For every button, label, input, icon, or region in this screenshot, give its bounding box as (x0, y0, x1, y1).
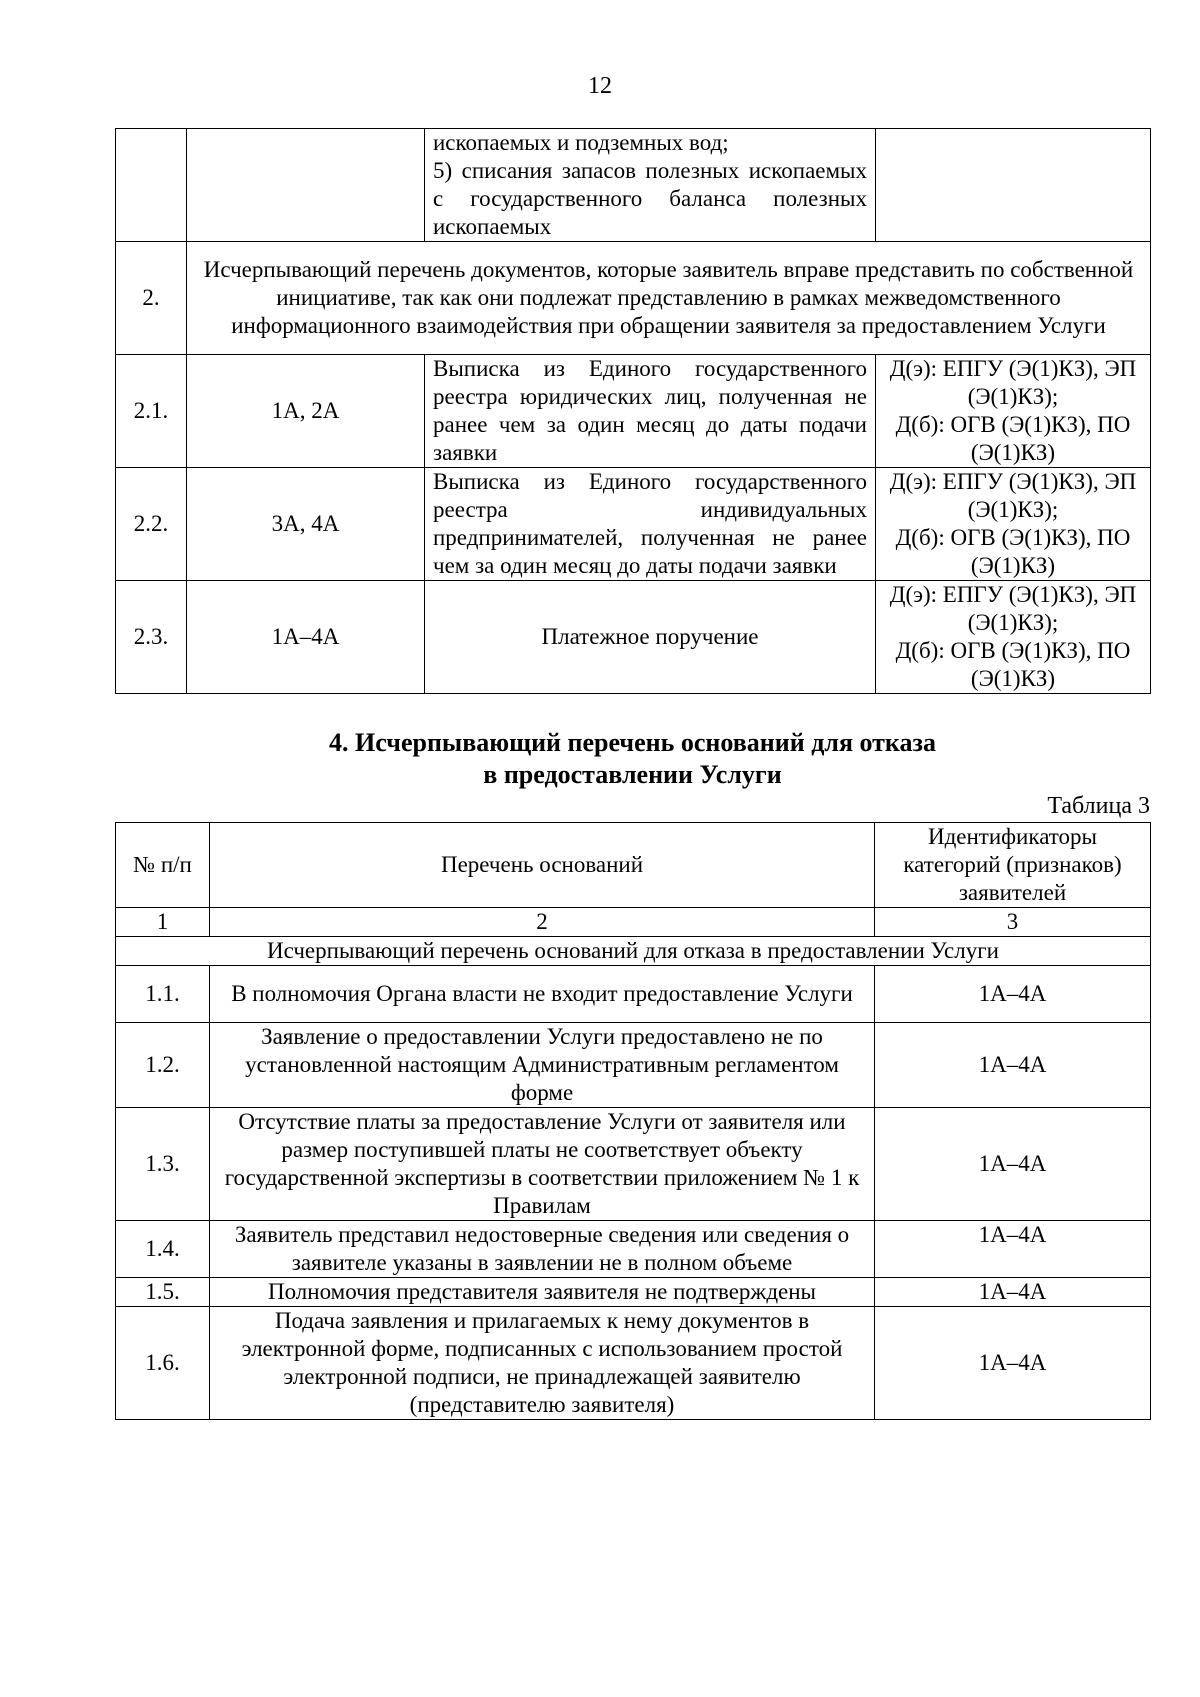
row-number-cell: 1.4. (116, 1221, 210, 1278)
page-number: 12 (588, 73, 612, 99)
header-row (116, 823, 1151, 908)
document-cell: ископаемых и подземных вод; 5) списания запасов полезных ископаемых с государственного баланса полезных ископаемых (425, 129, 876, 242)
row-number-cell (116, 129, 187, 242)
row-number-cell: 1.5. (116, 1278, 210, 1307)
header-grounds: Перечень оснований (210, 823, 875, 908)
method-cell: Д(э): ЕПГУ (Э(1)КЗ), ЭП (Э(1)КЗ); Д(б): ОГВ (Э(1)КЗ), ПО (Э(1)КЗ) (876, 468, 1151, 581)
table-row (116, 468, 1151, 581)
section-title: Исчерпывающий перечень оснований для отказа в предоставлении Услуги (116, 937, 1151, 966)
table-row (116, 581, 1151, 694)
table-row (116, 1023, 1151, 1108)
identifiers-cell: 1А–4А (875, 966, 1151, 1023)
table-row (116, 1108, 1151, 1221)
document-cell: Выписка из Единого государственного реестра индивидуальных предпринимателей, полученная не ранее чем за один месяц до даты подачи заявки (425, 468, 876, 581)
table-row (116, 1307, 1151, 1420)
identifiers-cell: 1А–4А (875, 1023, 1151, 1108)
grounds-cell: Полномочия представителя заявителя не подтверждены (210, 1278, 875, 1307)
table-row (116, 355, 1151, 468)
grounds-cell: Заявитель представил недостоверные сведения или сведения о заявителе указаны в заявлении не в полном объеме (210, 1221, 875, 1278)
categories-cell: 3А, 4А (187, 468, 425, 581)
identifiers-cell: 1А–4А (875, 1108, 1151, 1221)
column-number-row (116, 908, 1151, 937)
row-number-cell: 2.3. (116, 581, 187, 694)
grounds-cell: Заявление о предоставлении Услуги предоставлено не по установленной настоящим Административным регламентом форме (210, 1023, 875, 1108)
method-cell (876, 129, 1151, 242)
row-number-cell: 1.1. (116, 966, 210, 1023)
grounds-cell: Подача заявления и прилагаемых к нему документов в электронной форме, подписанных с использованием простой электронной подписи, не принадлежащей заявителю (представителю заявителя) (210, 1307, 875, 1420)
header-identifiers: Идентификаторы категорий (признаков) заявителей (875, 823, 1151, 908)
method-cell: Д(э): ЕПГУ (Э(1)КЗ), ЭП (Э(1)КЗ); Д(б): ОГВ (Э(1)КЗ), ПО (Э(1)КЗ) (876, 355, 1151, 468)
table-row (116, 1278, 1151, 1307)
column-number: 1 (116, 908, 210, 937)
table-label: Таблица 3 (1047, 793, 1150, 819)
row-number-cell: 2.2. (116, 468, 187, 581)
table-row (116, 1221, 1151, 1278)
header-number: № п/п (116, 823, 210, 908)
refusal-grounds-table (115, 822, 1151, 1420)
grounds-cell: В полномочия Органа власти не входит предоставление Услуги (210, 966, 875, 1023)
categories-cell (187, 129, 425, 242)
section-title: Исчерпывающий перечень документов, которые заявитель вправе представить по собственной инициативе, так как они подлежат представлению в рамках межведомственного информационного взаимодействия при обращении заявителя за предоставлением Услуги (187, 242, 1151, 355)
grounds-cell: Отсутствие платы за предоставление Услуги от заявителя или размер поступившей платы не соответствует объекту государственной экспертизы в соответствии приложением № 1 к Правилам (210, 1108, 875, 1221)
row-number-cell: 1.6. (116, 1307, 210, 1420)
column-number: 2 (210, 908, 875, 937)
heading-line-1: 4. Исчерпывающий перечень оснований для отказа (329, 728, 936, 757)
identifiers-cell: 1А–4А (875, 1221, 1151, 1278)
categories-cell: 1А, 2А (187, 355, 425, 468)
column-number: 3 (875, 908, 1151, 937)
row-number-cell: 1.3. (116, 1108, 210, 1221)
row-number-cell: 1.2. (116, 1023, 210, 1108)
identifiers-cell: 1А–4А (875, 1307, 1151, 1420)
section-row (116, 937, 1151, 966)
document-cell: Выписка из Единого государственного реестра юридических лиц, полученная не ранее чем за один месяц до даты подачи заявки (425, 355, 876, 468)
documents-table (115, 128, 1151, 694)
table-row (116, 966, 1151, 1023)
method-cell: Д(э): ЕПГУ (Э(1)КЗ), ЭП (Э(1)КЗ); Д(б): ОГВ (Э(1)КЗ), ПО (Э(1)КЗ) (876, 581, 1151, 694)
section-number: 2. (116, 242, 187, 355)
section-row (116, 242, 1151, 355)
categories-cell: 1А–4А (187, 581, 425, 694)
document-cell: Платежное поручение (425, 581, 876, 694)
identifiers-cell: 1А–4А (875, 1278, 1151, 1307)
section-heading (0, 727, 1200, 791)
heading-line-2: в предоставлении Услуги (483, 760, 782, 789)
table-row (116, 129, 1151, 242)
row-number-cell: 2.1. (116, 355, 187, 468)
